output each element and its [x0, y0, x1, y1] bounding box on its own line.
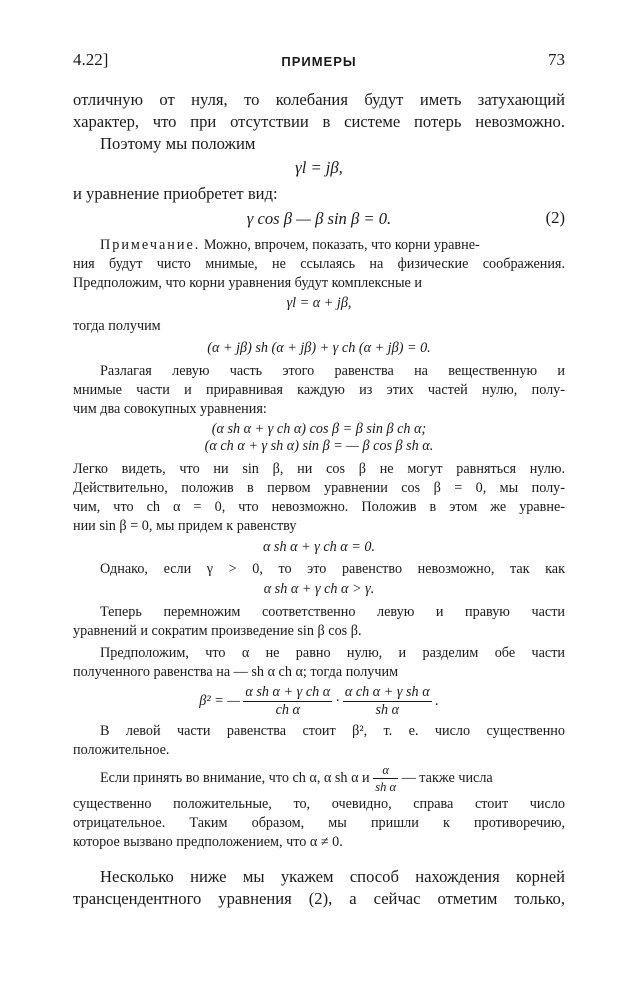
- note-line: уравнений и сократим произведение sin β cos β.: [73, 623, 362, 639]
- text-line: Несколько ниже мы укажем способ нахождения корней: [100, 867, 565, 886]
- note-line: тогда получим: [73, 318, 161, 334]
- fraction: [373, 762, 398, 795]
- equation: (α ch α + γ sh α) sin β = — β cos β sh α.: [204, 438, 434, 454]
- note-line: [100, 762, 565, 795]
- note-line: ния будут чисто мнимые, не ссылаясь на физические соображения.: [73, 256, 565, 272]
- note-line: чим, что ch α = 0, что невозможно. Положив в этом же уравне-: [73, 499, 565, 515]
- note-line: Легко видеть, что ни sin β, ни cos β не могут равняться нулю.: [73, 461, 565, 477]
- equation: γ cos β — β sin β = 0.: [246, 209, 392, 228]
- note-line: Предположим, что корни уравнения будут комплексные и: [73, 275, 422, 291]
- equation: α sh α + γ ch α > γ.: [263, 581, 375, 597]
- text-line: Поэтому мы положим: [100, 134, 256, 153]
- section-number: 4.22]: [73, 50, 109, 69]
- note-line: [100, 236, 565, 255]
- equation: γl = jβ,: [295, 158, 343, 177]
- note-heading: Примечание.: [100, 237, 201, 253]
- page-number: 73: [548, 50, 565, 69]
- equation-end: .: [435, 692, 439, 709]
- note-text: — также числа: [401, 769, 493, 786]
- text-line: и уравнение приобретет вид:: [73, 184, 278, 203]
- note-line: мнимые части и приравнивая каждую из этих частей нулю, полу-: [73, 382, 565, 398]
- fraction-numerator: α ch α + γ sh α: [344, 684, 430, 700]
- note-line: Теперь перемножим соответственно левую и правую части: [100, 604, 565, 620]
- note-line: Предположим, что α не равно нулю, и разделим обе части: [100, 645, 565, 661]
- running-title: ПРИМЕРЫ: [281, 54, 357, 69]
- equation-number: (2): [545, 208, 565, 227]
- note-line: которое вызвано предположением, что α ≠ 0.: [73, 834, 343, 850]
- note-line: положительное.: [73, 742, 170, 758]
- fraction-denominator: sh α: [375, 780, 397, 794]
- fraction-numerator: α sh α + γ ch α: [245, 684, 331, 700]
- note-text: Можно, впрочем, показать, что корни уравне-: [200, 237, 480, 253]
- note-line: существенно положительные, то, очевидно, справа стоит число: [73, 796, 565, 812]
- note-line: Разлагая левую часть этого равенства на вещественную и: [100, 363, 565, 379]
- note-line: нии sin β = 0, мы придем к равенству: [73, 518, 297, 534]
- text-line: трансцендентного уравнения (2), а сейчас отметим только,: [73, 889, 565, 908]
- fraction: [343, 684, 432, 719]
- equation: γl = α + jβ,: [286, 295, 352, 311]
- equation: α sh α + γ ch α = 0.: [262, 539, 376, 555]
- equation: (α sh α + γ ch α) cos β = β sin β ch α;: [211, 421, 427, 437]
- note-line: Действительно, положив в первом уравнении cos β = 0, мы полу-: [73, 480, 565, 496]
- fraction-denominator: sh α: [375, 702, 400, 718]
- text-line: отличную от нуля, то колебания будут иметь затухающий: [73, 90, 565, 109]
- note-line: полученного равенства на — sh α ch α; тогда получим: [73, 664, 399, 680]
- text-line: характер, что при отсутствии в системе потерь невозможно.: [73, 112, 565, 131]
- equation-lhs: β² = —: [199, 692, 240, 709]
- fraction-numerator: α: [373, 762, 398, 779]
- note-line: отрицательное. Таким образом, мы пришли к противоречию,: [73, 815, 565, 831]
- note-line: Однако, если γ > 0, то это равенство невозможно, так как: [100, 561, 565, 577]
- equation: (α + jβ) sh (α + jβ) + γ ch (α + jβ) = 0.: [207, 340, 431, 356]
- note-line: чим два совокупных уравнения:: [73, 401, 267, 417]
- note-text: Если принять во внимание, что ch α, α sh α и: [100, 769, 370, 786]
- note-line: В левой части равенства стоит β², т. е. число существенно: [100, 723, 565, 739]
- fraction-equation: [73, 684, 565, 719]
- fraction-denominator: ch α: [275, 702, 300, 718]
- multiply-dot: ·: [335, 692, 340, 709]
- fraction: [243, 684, 332, 719]
